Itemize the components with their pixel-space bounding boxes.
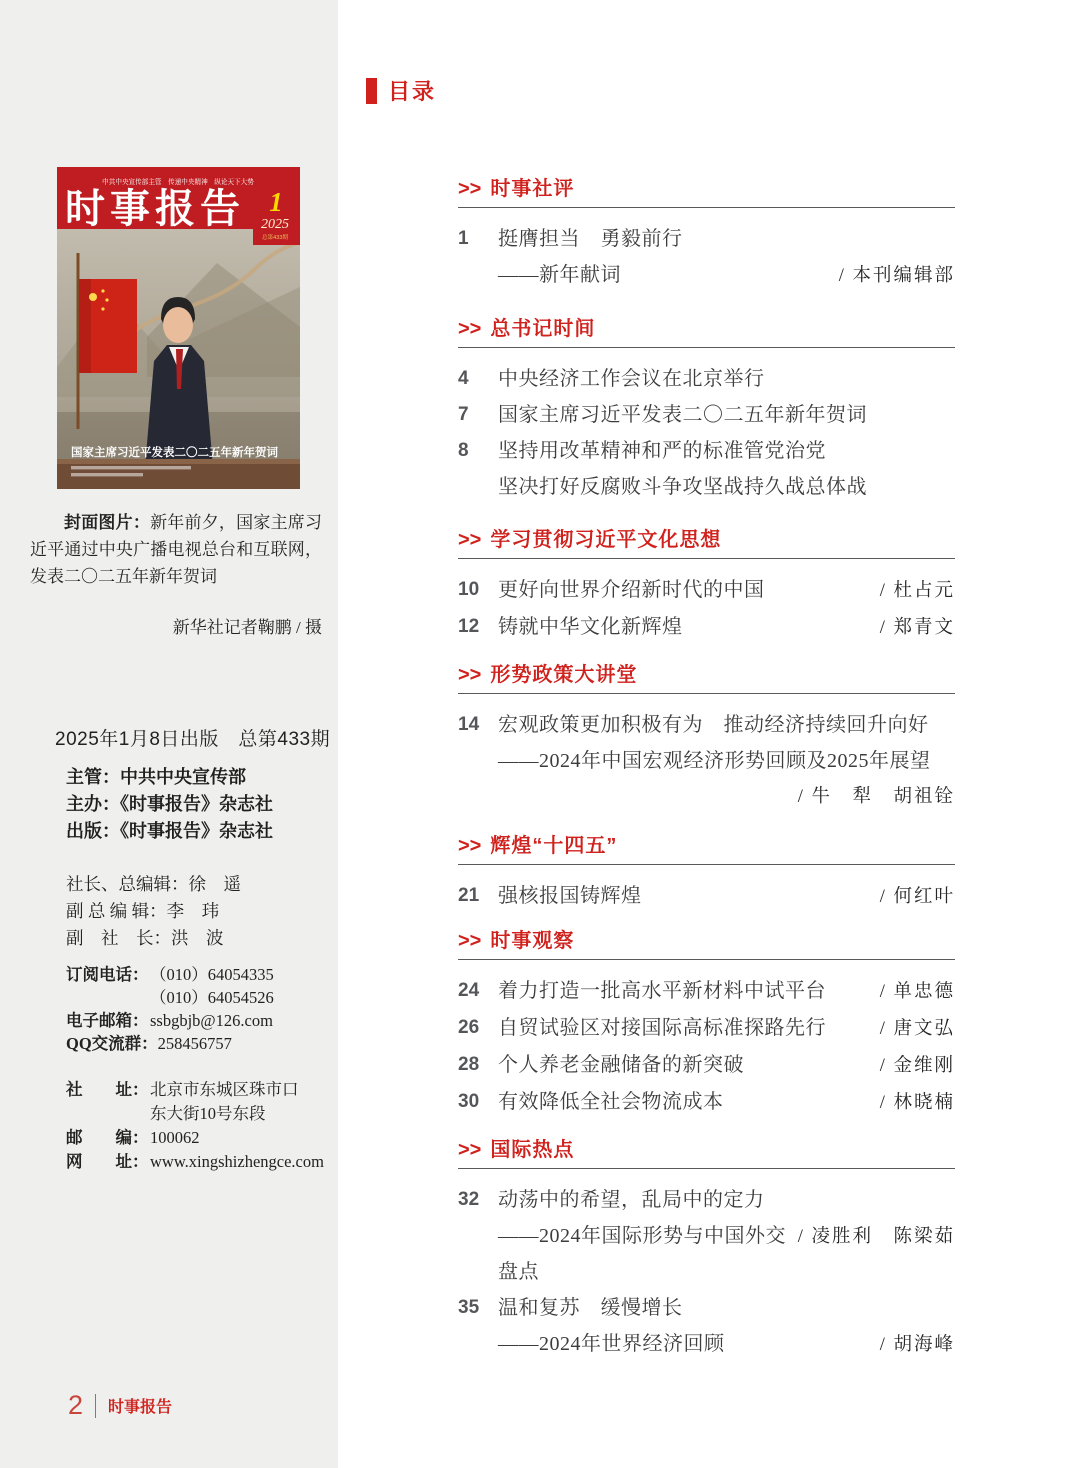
section-title-text: 形势政策大讲堂 [490, 664, 638, 686]
staff-value: 李 玮 [166, 901, 220, 921]
red-bar-icon [366, 78, 377, 104]
toc-entry[interactable] [458, 572, 955, 609]
section-title-text: 时事观察 [490, 930, 575, 952]
entry-title: 坚持用改革精神和严的标准管党治党 [498, 440, 826, 462]
toc-entry[interactable] [458, 1010, 955, 1047]
address-value: www.xingshizhengce.com [150, 1152, 324, 1171]
entry-title-continued: 坚决打好反腐败斗争攻坚战持久战总体战 [498, 476, 867, 498]
section-title-text: 国际热点 [490, 1139, 575, 1161]
contact-row [66, 1032, 274, 1055]
entry-row [458, 743, 955, 779]
toc-entry[interactable] [458, 973, 955, 1010]
entry-page-number: 8 [458, 440, 469, 461]
section-entries [458, 973, 955, 1121]
section-divider [458, 1168, 955, 1169]
entry-subtitle: ——2024年世界经济回顾 [498, 1333, 725, 1355]
entry-page-number: 21 [458, 885, 480, 906]
footer-page-number: 2 [68, 1390, 84, 1420]
toc-entry[interactable] [458, 1182, 955, 1290]
entry-row [458, 1047, 955, 1084]
entry-title: 更好向世界介绍新时代的中国 [498, 579, 765, 601]
toc-section-shishisheping [458, 178, 955, 294]
entry-title: 铸就中华文化新辉煌 [498, 616, 683, 638]
org-value: 中共中央宣传部 [120, 767, 246, 787]
cover-note-text: 新年前夕，国家主席习近平通过中央广播电视总台和互联网，发表二〇二五年新年贺词 [30, 513, 323, 586]
address-value: 东大街10号东段 [150, 1104, 266, 1123]
publication-date: 2025年1月8日出版 总第433期 [55, 729, 331, 750]
entry-row [458, 609, 955, 646]
address-label: 邮 编： [66, 1128, 149, 1147]
section-entries [458, 572, 955, 646]
entry-row [458, 397, 955, 433]
toc-entry[interactable] [458, 707, 955, 815]
toc-entry[interactable] [458, 1084, 955, 1121]
contact-value: ssbgbjb@126.com [150, 1011, 273, 1030]
entry-author: / 单忠德 [879, 982, 955, 1002]
page-footer [68, 1390, 172, 1421]
section-entries [458, 707, 955, 815]
entry-page-number: 1 [458, 228, 469, 249]
entry-subtitle: ——2024年中国宏观经济形势回顾及2025年展望 [498, 750, 931, 772]
staff-value: 洪 波 [171, 928, 224, 948]
entry-title: 宏观政策更加积极有为 推动经济持续回升向好 [498, 714, 929, 736]
chevrons-icon: >> [458, 318, 482, 340]
entry-author: / 本刊编辑部 [838, 266, 955, 286]
section-divider [458, 207, 955, 208]
entry-page-number: 12 [458, 616, 480, 637]
entry-row [458, 779, 955, 815]
toc-title: 目录 [388, 79, 437, 104]
org-row [66, 791, 273, 818]
flag-star-small [105, 298, 108, 301]
staff-row [66, 871, 241, 898]
contact-label [66, 986, 150, 1009]
entry-row [458, 433, 955, 469]
cover-subcaption-line [71, 466, 191, 469]
section-title [458, 318, 955, 340]
entry-page-number: 4 [458, 368, 469, 389]
section-title [458, 930, 955, 952]
entry-row [458, 1326, 955, 1363]
entry-title: 自贸试验区对接国际高标准探路先行 [498, 1017, 826, 1039]
org-label: 主管： [66, 767, 120, 787]
section-title [458, 1139, 955, 1161]
entry-author: / 杜占元 [879, 581, 955, 601]
entry-title: 着力打造一批高水平新材料中试平台 [498, 980, 826, 1002]
staff-label: 副 社 长： [66, 928, 171, 948]
entry-row [458, 973, 955, 1010]
toc-entry[interactable] [458, 1290, 955, 1363]
cover-title: 时事报告 [65, 187, 245, 231]
entry-row [458, 878, 955, 915]
section-divider [458, 347, 955, 348]
toc-section-huihuang-145 [458, 835, 955, 915]
flag-star [89, 293, 97, 301]
entry-page-number: 14 [458, 714, 480, 735]
section-title [458, 664, 955, 686]
entry-author: / 郑青文 [879, 618, 955, 638]
chevrons-icon: >> [458, 664, 482, 686]
address-value: 100062 [150, 1128, 200, 1147]
toc-entry[interactable] [458, 397, 955, 433]
entry-title: 温和复苏 缓慢增长 [498, 1297, 683, 1319]
org-value: 《时事报告》杂志社 [120, 821, 273, 841]
staff-block [66, 871, 241, 952]
contact-label: 电子邮箱： [66, 1011, 149, 1030]
chevrons-icon: >> [458, 1139, 482, 1161]
section-title-text: 学习贯彻习近平文化思想 [490, 529, 722, 551]
entry-subtitle: ——新年献词 [498, 264, 621, 286]
toc-entry[interactable] [458, 878, 955, 915]
toc-entry[interactable] [458, 433, 955, 505]
contact-value: （010）64054335 [150, 965, 274, 984]
entry-page-number: 24 [458, 980, 480, 1001]
staff-row [66, 925, 241, 952]
cover-masthead-line: 中共中央宣传部主管 传递中央精神 纵论天下大势 [102, 179, 254, 186]
section-divider [458, 959, 955, 960]
chevrons-icon: >> [458, 835, 482, 857]
toc-section-xingshi-zhengce [458, 664, 955, 815]
section-title [458, 178, 955, 200]
contact-value: （010）64054526 [150, 988, 274, 1007]
entry-subtitle: ——2024年国际形势与中国外交盘点 [498, 1225, 786, 1283]
entry-title: 国家主席习近平发表二〇二五年新年贺词 [498, 404, 867, 426]
entry-page-number: 28 [458, 1054, 480, 1075]
entry-row [458, 1182, 955, 1218]
entry-title: 有效降低全社会物流成本 [498, 1091, 724, 1113]
staff-value: 徐 遥 [188, 874, 241, 894]
entry-page-number: 10 [458, 579, 480, 600]
staff-row [66, 898, 241, 925]
contact-row [66, 963, 274, 986]
chevrons-icon: >> [458, 529, 482, 551]
contact-row [66, 1009, 274, 1032]
toc-section-shishi-guancha [458, 930, 955, 1121]
entry-row [458, 221, 955, 257]
cover-note-label: 封面图片： [64, 513, 151, 532]
staff-label: 副 总 编 辑： [66, 901, 167, 921]
address-label: 社 址： [66, 1080, 149, 1099]
address-label [66, 1102, 150, 1126]
toc-entry[interactable] [458, 221, 955, 294]
org-row [66, 818, 273, 845]
section-entries [458, 221, 955, 294]
entry-author: / 唐文弘 [879, 1019, 955, 1039]
toc-header [366, 75, 436, 106]
section-divider [458, 693, 955, 694]
footer-magazine-name: 时事报告 [108, 1399, 173, 1416]
flag-fold [79, 279, 91, 373]
entry-title: 个人养老金融储备的新突破 [498, 1054, 744, 1076]
cover-year: 2025 [261, 217, 289, 232]
flag-star-small [101, 307, 104, 310]
figure-face [163, 307, 193, 343]
desk-edge [57, 459, 300, 464]
entry-row [458, 707, 955, 743]
entry-author: / 胡海峰 [879, 1335, 955, 1355]
chevrons-icon: >> [458, 178, 482, 200]
contact-row [66, 986, 274, 1009]
entry-author: / 金维刚 [879, 1056, 955, 1076]
toc-entry[interactable] [458, 609, 955, 646]
entry-page-number: 30 [458, 1091, 480, 1112]
entry-page-number: 35 [458, 1297, 480, 1318]
entry-row [458, 1084, 955, 1121]
toc-entry[interactable] [458, 1047, 955, 1084]
org-label: 出版： [66, 821, 120, 841]
address-value: 北京市东城区珠市口 [150, 1080, 299, 1099]
section-divider [458, 558, 955, 559]
address-row [66, 1150, 324, 1174]
entry-row [458, 1218, 955, 1290]
address-row [66, 1126, 324, 1150]
section-divider [458, 864, 955, 865]
flag-star-small [101, 289, 104, 292]
entry-row [458, 361, 955, 397]
cover-photo-credit: 新华社记者鞠鹏 / 摄 [172, 618, 322, 637]
section-entries [458, 878, 955, 915]
section-entries [458, 361, 955, 505]
contact-label: 订阅电话： [66, 965, 149, 984]
organization-block [66, 764, 273, 845]
cover-issue-note: 总第433期 [261, 235, 289, 241]
toc-section-guoji-redian [458, 1139, 955, 1363]
address-row [66, 1102, 324, 1126]
section-title-text: 总书记时间 [490, 318, 596, 340]
staff-label: 社长、总编辑： [66, 874, 189, 894]
cover-subcaption-line [71, 473, 143, 476]
entry-page-number: 7 [458, 404, 469, 425]
address-row [66, 1078, 324, 1102]
section-title-text: 时事社评 [490, 178, 575, 200]
entry-page-number: 26 [458, 1017, 480, 1038]
entry-row [458, 1290, 955, 1326]
section-title [458, 835, 955, 857]
cover-note [30, 509, 322, 590]
contact-label: QQ交流群： [66, 1034, 158, 1053]
section-entries [458, 1182, 955, 1363]
entry-author: / 何红叶 [879, 887, 955, 907]
toc-section-zongshuji-shijian [458, 318, 955, 505]
org-label: 主办： [66, 794, 120, 814]
entry-row [458, 469, 955, 505]
section-title-text: 辉煌“十四五” [490, 835, 618, 857]
entry-row [458, 257, 955, 294]
entry-author: / 牛 犁 胡祖铨 [797, 787, 955, 807]
section-title [458, 529, 955, 551]
footer-divider [95, 1394, 96, 1418]
entry-row [458, 572, 955, 609]
address-block [66, 1078, 324, 1174]
address-label: 网 址： [66, 1152, 149, 1171]
magazine-cover [57, 167, 300, 489]
cover-issue-number: 1 [269, 187, 283, 217]
toc-section-wenhua-sixiang [458, 529, 955, 646]
entry-page-number: 32 [458, 1189, 480, 1210]
contact-block [66, 963, 274, 1055]
entry-title: 强核报国铸辉煌 [498, 885, 642, 907]
sidebar [0, 0, 338, 1468]
cover-photo-caption: 国家主席习近平发表二〇二五年新年贺词 [71, 447, 278, 459]
entry-row [458, 1010, 955, 1047]
org-value: 《时事报告》杂志社 [120, 794, 273, 814]
org-row [66, 764, 273, 791]
entry-title: 动荡中的希望，乱局中的定力 [498, 1189, 765, 1211]
chevrons-icon: >> [458, 930, 482, 952]
entry-author: / 林晓楠 [879, 1093, 955, 1113]
entry-title: 中央经济工作会议在北京举行 [498, 368, 765, 390]
contact-value: 258456757 [157, 1034, 232, 1053]
entry-title: 挺膺担当 勇毅前行 [498, 228, 683, 250]
toc-entry[interactable] [458, 361, 955, 397]
entry-author: / 凌胜利 陈梁茹 [797, 1227, 955, 1247]
